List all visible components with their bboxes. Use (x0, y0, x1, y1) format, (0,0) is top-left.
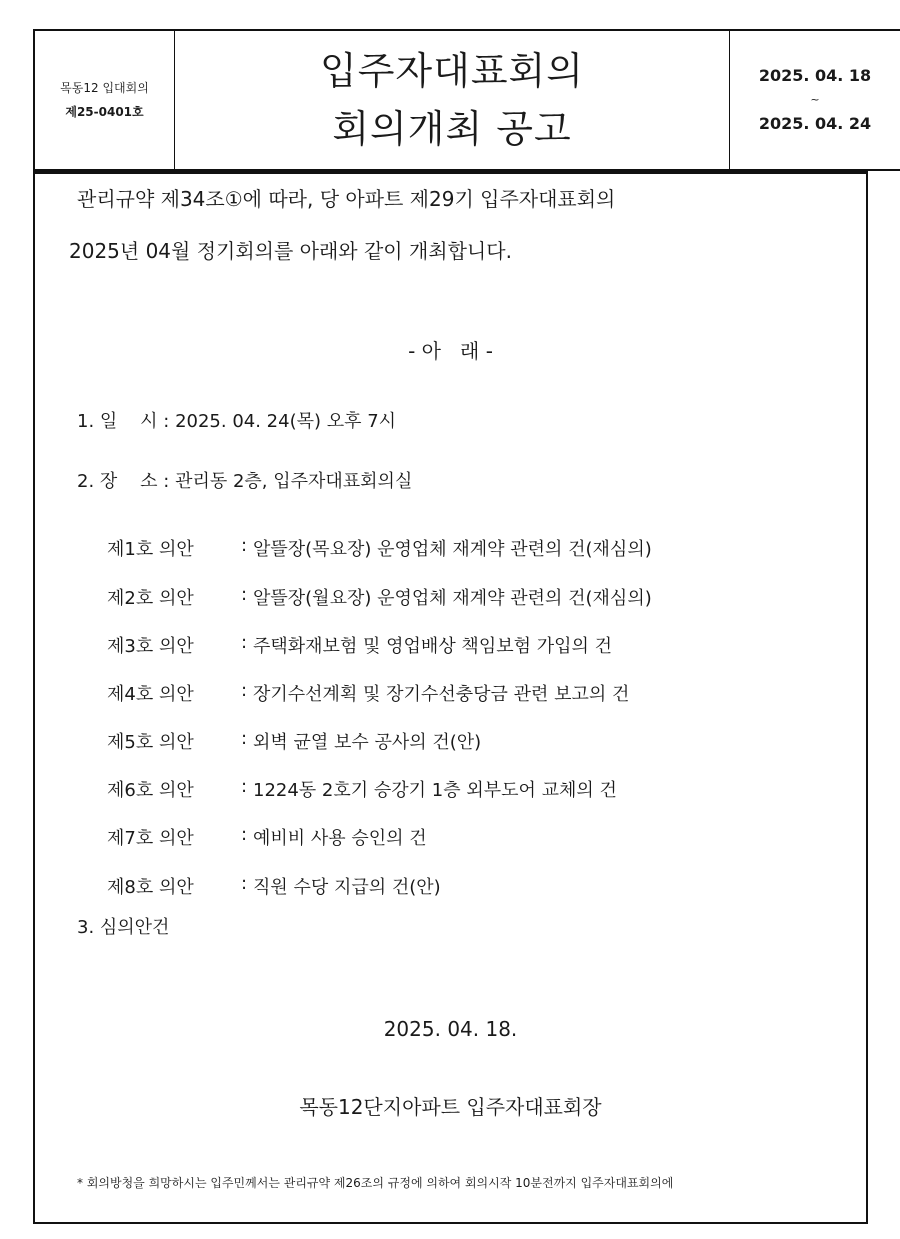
agenda-separator: : (241, 728, 248, 749)
agenda-item-8 (107, 873, 441, 899)
document-number-cell (35, 31, 175, 169)
agenda-separator: : (241, 776, 248, 797)
agenda-text: 알뜰장(월요장) 운영업체 재계약 관련의 건(재심의) (253, 588, 652, 609)
agenda-text: 1224동 2호기 승강기 1층 외부도어 교체의 건 (253, 780, 617, 801)
posting-start-date: 2025. 04. 18 (758, 66, 872, 85)
agenda-text: 주택화재보험 및 영업배상 책임보험 가입의 건 (253, 636, 612, 657)
agenda-number: 제3호 의안 (107, 636, 194, 657)
agenda-separator: : (241, 824, 248, 845)
agenda-item-1 (107, 535, 652, 561)
title-line-1: 입주자대표회의 (320, 49, 584, 93)
signature-line: 목동12단지아파트 입주자대표회장 (299, 1095, 602, 1119)
notice-date: 2025. 04. 18. (383, 1017, 518, 1041)
agenda-text: 알뜰장(목요장) 운영업체 재계약 관련의 건(재심의) (253, 539, 652, 560)
date-range-separator: ~ (810, 93, 820, 106)
notice-title (175, 31, 729, 169)
meeting-place: 2. 장 소 : 관리동 2층, 입주자대표회의실 (77, 471, 413, 492)
notice-body (33, 171, 868, 1224)
posting-period (729, 31, 900, 169)
section-3-heading: 3. 심의안건 (77, 917, 170, 938)
agenda-item-7 (107, 824, 427, 850)
intro-line-2: 2025년 04월 정기회의를 아래와 같이 개최합니다. (69, 239, 512, 263)
agenda-separator: : (241, 680, 248, 701)
agenda-item-2 (107, 584, 652, 610)
document-number: 제25-0401호 (65, 105, 144, 119)
notice-header (33, 29, 900, 171)
agenda-item-5 (107, 728, 481, 754)
agenda-item-6 (107, 776, 617, 802)
footnote: * 회의방청을 희망하시는 입주민께서는 관리규약 제26조의 규정에 의하여 회의시작 10분전까지 입주자대표회의에 (77, 1176, 674, 1190)
agenda-number: 제1호 의안 (107, 539, 194, 560)
document-org: 목동12 입대회의 (60, 81, 149, 95)
agenda-number: 제7호 의안 (107, 828, 194, 849)
agenda-text: 장기수선계획 및 장기수선충당금 관련 보고의 건 (253, 684, 630, 705)
agenda-number: 제8호 의안 (107, 877, 194, 898)
title-line-2: 회의개최 공고 (332, 107, 572, 151)
agenda-separator: : (241, 584, 248, 605)
posting-end-date: 2025. 04. 24 (758, 114, 872, 133)
below-heading-text: - 아 래 - (408, 339, 493, 363)
agenda-number: 제2호 의안 (107, 588, 194, 609)
agenda-text: 직원 수당 지급의 건(안) (253, 877, 441, 898)
agenda-number: 제5호 의안 (107, 732, 194, 753)
agenda-item-4 (107, 680, 629, 706)
agenda-separator: : (241, 535, 248, 556)
agenda-item-3 (107, 632, 612, 658)
meeting-time: 1. 일 시 : 2025. 04. 24(목) 오후 7시 (77, 411, 397, 432)
agenda-number: 제4호 의안 (107, 684, 194, 705)
below-heading (35, 335, 866, 364)
intro-line-1: 관리규약 제34조①에 따라, 당 아파트 제29기 입주자대표회의 (77, 187, 616, 211)
agenda-text: 예비비 사용 승인의 건 (253, 828, 427, 849)
agenda-separator: : (241, 873, 248, 894)
agenda-separator: : (241, 632, 248, 653)
agenda-number: 제6호 의안 (107, 780, 194, 801)
agenda-text: 외벽 균열 보수 공사의 건(안) (253, 732, 482, 753)
